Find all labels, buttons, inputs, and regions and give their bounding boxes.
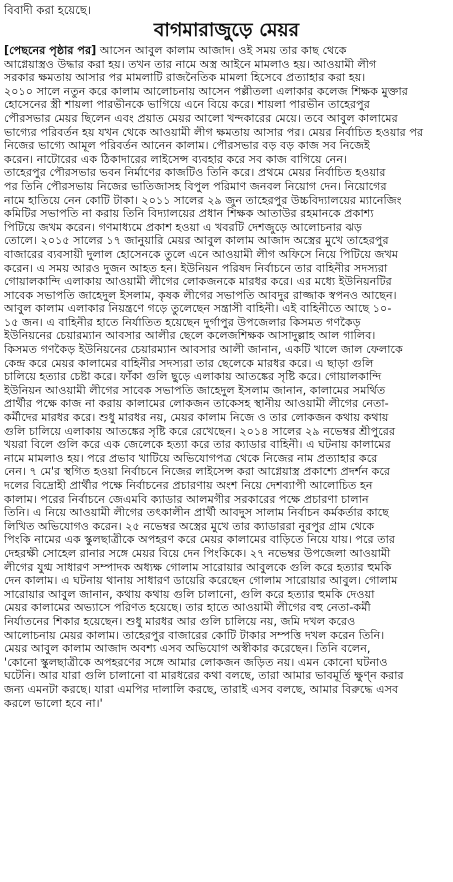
article-line-text: আগ্নেয়াস্ত্রও উদ্ধার করা হয়। তখন তার নামে অস্ত্র আইনে মামলাও হয়। আওয়ামী লীগ: [4, 57, 377, 71]
article-line: [4, 547, 449, 561]
article-line: [4, 234, 449, 248]
article-line: [4, 520, 449, 534]
article-line: [4, 357, 449, 371]
article-line: [4, 493, 449, 507]
article-line-text: খয়রা বিলে গুলি করে এক জেলেকে হত্যা করে তার ক্যাডার বাহিনী। এ ঘটনায় কালামের: [4, 438, 391, 452]
article-line: [4, 316, 449, 330]
article-line-text: মেয়র আবুল কালাম আজাদ অবশ্য এসব অভিযোগ অস্বীকার করেছেন। তিনি বলেন,: [4, 642, 371, 656]
article-line: [4, 126, 449, 140]
article-line-text: দলের বিদ্রোহী প্রার্থীর পক্ষে নির্বাচনের প্রচারণায় অংশ নিয়ে দেশব্যাপী আলোচিত হন: [4, 479, 373, 492]
article-line-text: লীগের যুগ্ম সাধারণ সম্পাদক অধ্যক্ষ গোলাম সারোয়ার আবুলকে গুলি করে হত্যার হুমকি: [4, 560, 392, 574]
article-line-text: নির্যাতনের শিকার হয়েছেন। শুধু মারধর আর গুলি চালিয়ে নয়, জমি দখল করেও: [4, 614, 356, 628]
article-line: [4, 153, 449, 167]
article-line-text: সাবেক সভাপতি জাহেদুল ইসলাম, কৃষক লীগের সভাপতি আবদুর রাজ্জাক স্বপনও আছেন।: [4, 288, 397, 302]
article-line-text: জন্য এমনটা করছে। যারা এমপির দালালি করছে, তারাই এসব বলছে, আমার বিরুদ্ধে এসব: [4, 682, 399, 696]
article-line-text: দেন কালাম। এ ঘটনায় থানায় সাধারণ ডায়েরি করেছেন গোলাম সারোয়ার আবুল। গোলাম: [4, 574, 398, 588]
article-line-text: কিসমত গণকৈড় ইউনিয়নের চেয়ারম্যান আবসার আলী জানান, একটি খালে জাল ফেলাকে: [4, 343, 403, 357]
article-line: [4, 574, 449, 588]
article-line: [4, 370, 449, 384]
article-line: [4, 166, 449, 180]
article-line-text: আলোচনায় মেয়র কালাম। তাহেরপুর বাজারের কোটি টাকার সম্পত্তি দখল করেন তিনি।: [4, 628, 385, 642]
continuation-label: [পেছনের পৃষ্ঠার পর]: [4, 44, 97, 57]
article-line-text: কমিটির সভাপতি না করায় তিনি বিদ্যালয়ের প্রধান শিক্ষক আতাউর রহমানকে প্রকাশ্য: [4, 207, 374, 221]
article-line-text: ইউনিয়ন আওয়ামী লীগের সাবেক সভাপতি জাহেদুল ইসলাম জানান, কালামের সমর্থিত: [4, 383, 386, 397]
article-line: [4, 262, 449, 276]
article-line: [4, 506, 449, 520]
article-line-text: ভাগ্যের পরিবর্তন হয় যখন থেকে আওয়ামী লীগ ক্ষমতায় আসার পর। মেয়র নির্বাচিত হওয়ার পর: [4, 125, 424, 139]
article-line-text: সরকার ক্ষমতায় আসার পর মামলাটি রাজনৈতিক মামলা হিসেবে প্রত্যাহার করা হয়।: [4, 71, 366, 85]
article-line-text: পর তিনি পৌরসভায় নিজের ভাতিজাসহ বিপুল পরিমাণ জনবল নিয়োগ দেন। নিয়োগের: [4, 179, 387, 193]
article-line: [4, 275, 449, 289]
article-line-text: প্রার্থীর পক্ষে কাজ না করায় কালামের লোকজন তাকেসহ স্থানীয় আওয়ামী লীগের নেতা-: [4, 397, 389, 411]
article-line-text: নেন। ৭ মে'র স্থগিত হওয়া নির্বাচনে নিজের লাইসেন্স করা আগ্নেয়াস্ত্র প্রকাশ্যে প্রদর্শন করে: [4, 465, 391, 479]
article-line: [4, 194, 449, 208]
article-line: [4, 588, 449, 602]
article-line: [4, 669, 449, 683]
article-line-text: পিটিয়ে জখম করেন। গণমাধ্যমে প্রকাশ হওয়া এ খবরটি দেশজুড়ে আলোচনার ঝড়: [4, 220, 362, 234]
article-line-text: কর্মীদের মারধর করে। শুধু মারধর নয়, মেয়র কালাম নিজে ও তার লোকজন কথায় কথায়: [4, 411, 389, 425]
article-line-text: ইউনিয়নের চেয়ারম্যান আবসার আলীর ছেলে কলেজশিক্ষক আসাদুল্লাহ আল গালিব।: [4, 329, 376, 343]
article-line-text: সারোয়ার আবুল জানান, কথায় কথায় গুলি চালানো, গুলি করে হত্যার হুমকি দেওয়া: [4, 587, 375, 601]
article-line-text: গোয়ালকান্দি এলাকায় আওয়ামী লীগের লোকজনকে মারধর করে। এর মধ্যে ইউনিয়নটির: [4, 275, 392, 289]
article-line-text: ঘটেনি। আর যারা গুলি চালানো বা মারধরের কথা বলছে, তারা আমার ভাবমূর্তি ক্ষুণ্ন করার: [4, 669, 404, 683]
article-line: [4, 329, 449, 343]
article-line-text: গুলি চালিয়ে এলাকায় আতঙ্কের সৃষ্টি করে রেখেছেন। ২০১৪ সালের ২৯ নভেম্বর শ্রীপুরের: [4, 424, 396, 438]
article-line-text: লিখিত অভিযোগও করেন। ২৫ নভেম্বর অস্ত্রের মুখে তার ক্যাডাররা নুরপুর গ্রাম থেকে: [4, 519, 375, 533]
article-line: [4, 221, 449, 235]
article-line: [4, 615, 449, 629]
article-line: [4, 656, 449, 670]
article-line-text: মেয়র কালামের অভ্যাসে পরিণত হয়েছে। তার হাতে আওয়ামী লীগের বহু নেতা-কর্মী: [4, 601, 371, 615]
article-line-text: হোসেনের স্ত্রী শায়লা পারভীনকে ভাগিয়ে এনে বিয়ে করে। শায়লা পারভীন তাহেরপুর: [4, 98, 370, 112]
article-line-text: করলে ভালো হবে না।': [4, 696, 103, 710]
article-line: [4, 384, 449, 398]
headline: বাগমারাজুড়ে মেয়র: [153, 19, 300, 41]
article-line-text: নিজের ভাগ্যে আমূল পরিবর্তন আনেন কালাম। পৌরসভার বড় বড় কাজ সব নিজেই: [4, 139, 370, 153]
article-line-text: 'কোনো স্কুলছাত্রীকে অপহরণের সঙ্গে আমার লোকজন জড়িত নয়। এমন কোনো ঘটনাও: [4, 655, 388, 669]
article-line: [4, 438, 449, 452]
article-line: [4, 289, 449, 303]
article-line-text: নামে হাতিয়ে নেন কোটি টাকা। ২০১১ সালের ২৯ জুন তাহেরপুর উচ্চবিদ্যালয়ের ম্যানেজিং: [4, 193, 402, 207]
article-line-text: তিনি। এ নিয়ে আওয়ামী লীগের তৎকালীন প্রার্থী আবদুস সালাম নির্বাচন কর্মকর্তার কাছে: [4, 506, 389, 520]
article-line-text: কেন্দ্র করে মেয়র কালামের বাহিনীর সদস্যরা তার ছেলেকে মারধর করে। এ ছাড়া গুলি: [4, 356, 374, 370]
article-line: [4, 180, 449, 194]
article-line-text: আবুল কালাম এলাকার নিয়ন্ত্রণে গড়ে তুলেছেন সন্ত্রাসী বাহিনী। এই বাহিনীতে আছে ১০-: [4, 302, 392, 316]
article-line: [4, 44, 449, 58]
article-line-text: করেন। নাটোরের এক ঠিকাদারের লাইসেন্স ব্যবহার করে সব কাজ বাগিয়ে নেন।: [4, 152, 348, 166]
article-line: [4, 465, 449, 479]
article-line: [4, 302, 449, 316]
article-line-text: দেহরক্ষী সোহেল রানার সঙ্গে মেয়র বিয়ে দেন পিংকিকে। ২৭ নভেম্বর উপজেলা আওয়ামী: [4, 546, 391, 560]
article-line-text: পৌরসভার মেয়র ছিলেন এবং প্রয়াত মেয়র আলো খন্দকারের মেয়ে। তবে আবুল কালামের: [4, 111, 398, 125]
article-line: [4, 98, 449, 112]
article-line-text: করেন। এ সময় আরও দুজন আহত হন। ইউনিয়ন পরিষদ নির্বাচনে তার বাহিনীর সদস্যরা: [4, 261, 388, 275]
article-line-text: পিংকি নামের এক স্কুলছাত্রীকে অপহরণ করে মেয়র কালামের বাড়িতে নিয়ে যায়। পরে তার: [4, 533, 395, 547]
article-line-text: বাজারের ব্যবসায়ী দুলাল হোসেনকে তুলে এনে আওয়ামী লীগ অফিসে নিয়ে পিটিয়ে জখম: [4, 247, 399, 261]
article-line-text: ১৫ জন। এ বাহিনীর হাতে নির্যাতিত হয়েছেন দুর্গাপুর উপজেলার কিসমত গণকৈড়: [4, 315, 361, 329]
article-line: [4, 561, 449, 575]
article-line: [4, 411, 449, 425]
article-line: [4, 683, 449, 697]
article-line: [4, 207, 449, 221]
article-line: [4, 397, 449, 411]
article-line-text: তাহেরপুর পৌরসভার ভবন নির্মাণের কাজটিও তিনি করে। প্রথমে মেয়র নির্বাচিত হওয়ার: [4, 166, 386, 180]
article-line: [4, 112, 449, 126]
article-line: [4, 425, 449, 439]
article-line: [4, 629, 449, 643]
article-line: [4, 642, 449, 656]
article-line-text: ২০১০ সালে নতুন করে কালাম আলোচনায় আসেন পল্লীতলা এলাকার কলেজ শিক্ষক মুক্তার: [4, 84, 408, 98]
article-line-text: তোলে। ২০১৫ সালের ১৭ জানুয়ারি মেয়র আবুল কালাম আজাদ অস্ত্রের মুখে তাহেরপুর: [4, 234, 389, 248]
article-line-text: কালাম। পরের নির্বাচনে জেএমবি ক্যাডার আলমগীর সরকারের পক্ষে প্রচারণা চালান: [4, 492, 369, 506]
previous-column-fragment: বিবাদী করা হয়েছে।: [4, 3, 91, 17]
article-line: [4, 533, 449, 547]
article-line: [4, 479, 449, 493]
article-line: [4, 601, 449, 615]
article-line: [4, 139, 449, 153]
article-body: [4, 44, 449, 880]
article-line-text: চালিয়ে হত্যার চেষ্টা করে। ফাঁকা গুলি ছুড়ে এলাকায় আতঙ্কের সৃষ্টি করে। গোয়ালকান্দি: [4, 370, 382, 384]
article-line: [4, 343, 449, 357]
article-line-text: আসেন আবুল কালাম আজাদ। ওই সময় তার কাছ থেকে: [96, 44, 347, 57]
article-line: [4, 58, 449, 72]
article-line-text: নামে মামলাও হয়। পরে প্রভাব খাটিয়ে অভিযোগপত্র থেকে নিজের নাম প্রত্যাহার করে: [4, 451, 378, 465]
article-line: [4, 452, 449, 466]
article-line: [4, 85, 449, 99]
article-line: [4, 697, 449, 711]
article-line: [4, 71, 449, 85]
article-line: [4, 248, 449, 262]
